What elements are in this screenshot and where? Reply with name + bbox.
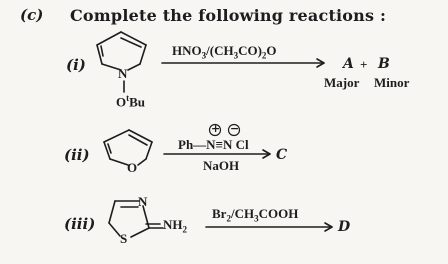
reaction-2-base: NaOH	[203, 158, 240, 173]
reaction-3-numeral: (iii)	[64, 215, 96, 233]
reaction-2-reagent: Ph—N≡N Cl	[178, 137, 249, 152]
reaction-1-reagent: $HNO_3/(CH_3CO)_2O$	[172, 43, 277, 61]
minus-charge-symbol: −	[230, 122, 240, 135]
product-d: D	[338, 219, 351, 235]
thiazole-sulfur: S	[120, 231, 128, 246]
amino-substituent: $NH_2$	[163, 217, 187, 235]
product-c: C	[276, 147, 288, 163]
product-b-label: Minor	[374, 75, 410, 90]
product-a: A	[343, 56, 354, 72]
thiazole-nitrogen: N	[138, 194, 148, 209]
plus-charge-symbol: +	[211, 122, 221, 135]
reaction-arrow-3	[206, 223, 332, 231]
furan-oxygen: O	[127, 160, 138, 175]
product-a-label: Major	[324, 75, 360, 90]
n-substituent-tert-butoxy: $O^tBu$	[116, 93, 146, 110]
reaction-3-reagent: $Br_2/CH_3COOH$	[212, 206, 299, 224]
plus-sign: +	[360, 57, 368, 72]
question-heading: Complete the following reactions :	[70, 6, 387, 25]
pyrrole-ring	[97, 32, 146, 92]
reaction-1-numeral: (i)	[66, 56, 86, 74]
thiazole-ring	[109, 201, 163, 237]
reaction-2-numeral: (ii)	[64, 146, 90, 164]
question-part-label: (c)	[20, 6, 44, 24]
product-b: B	[378, 56, 390, 72]
pyrrole-nitrogen: N	[118, 66, 128, 81]
